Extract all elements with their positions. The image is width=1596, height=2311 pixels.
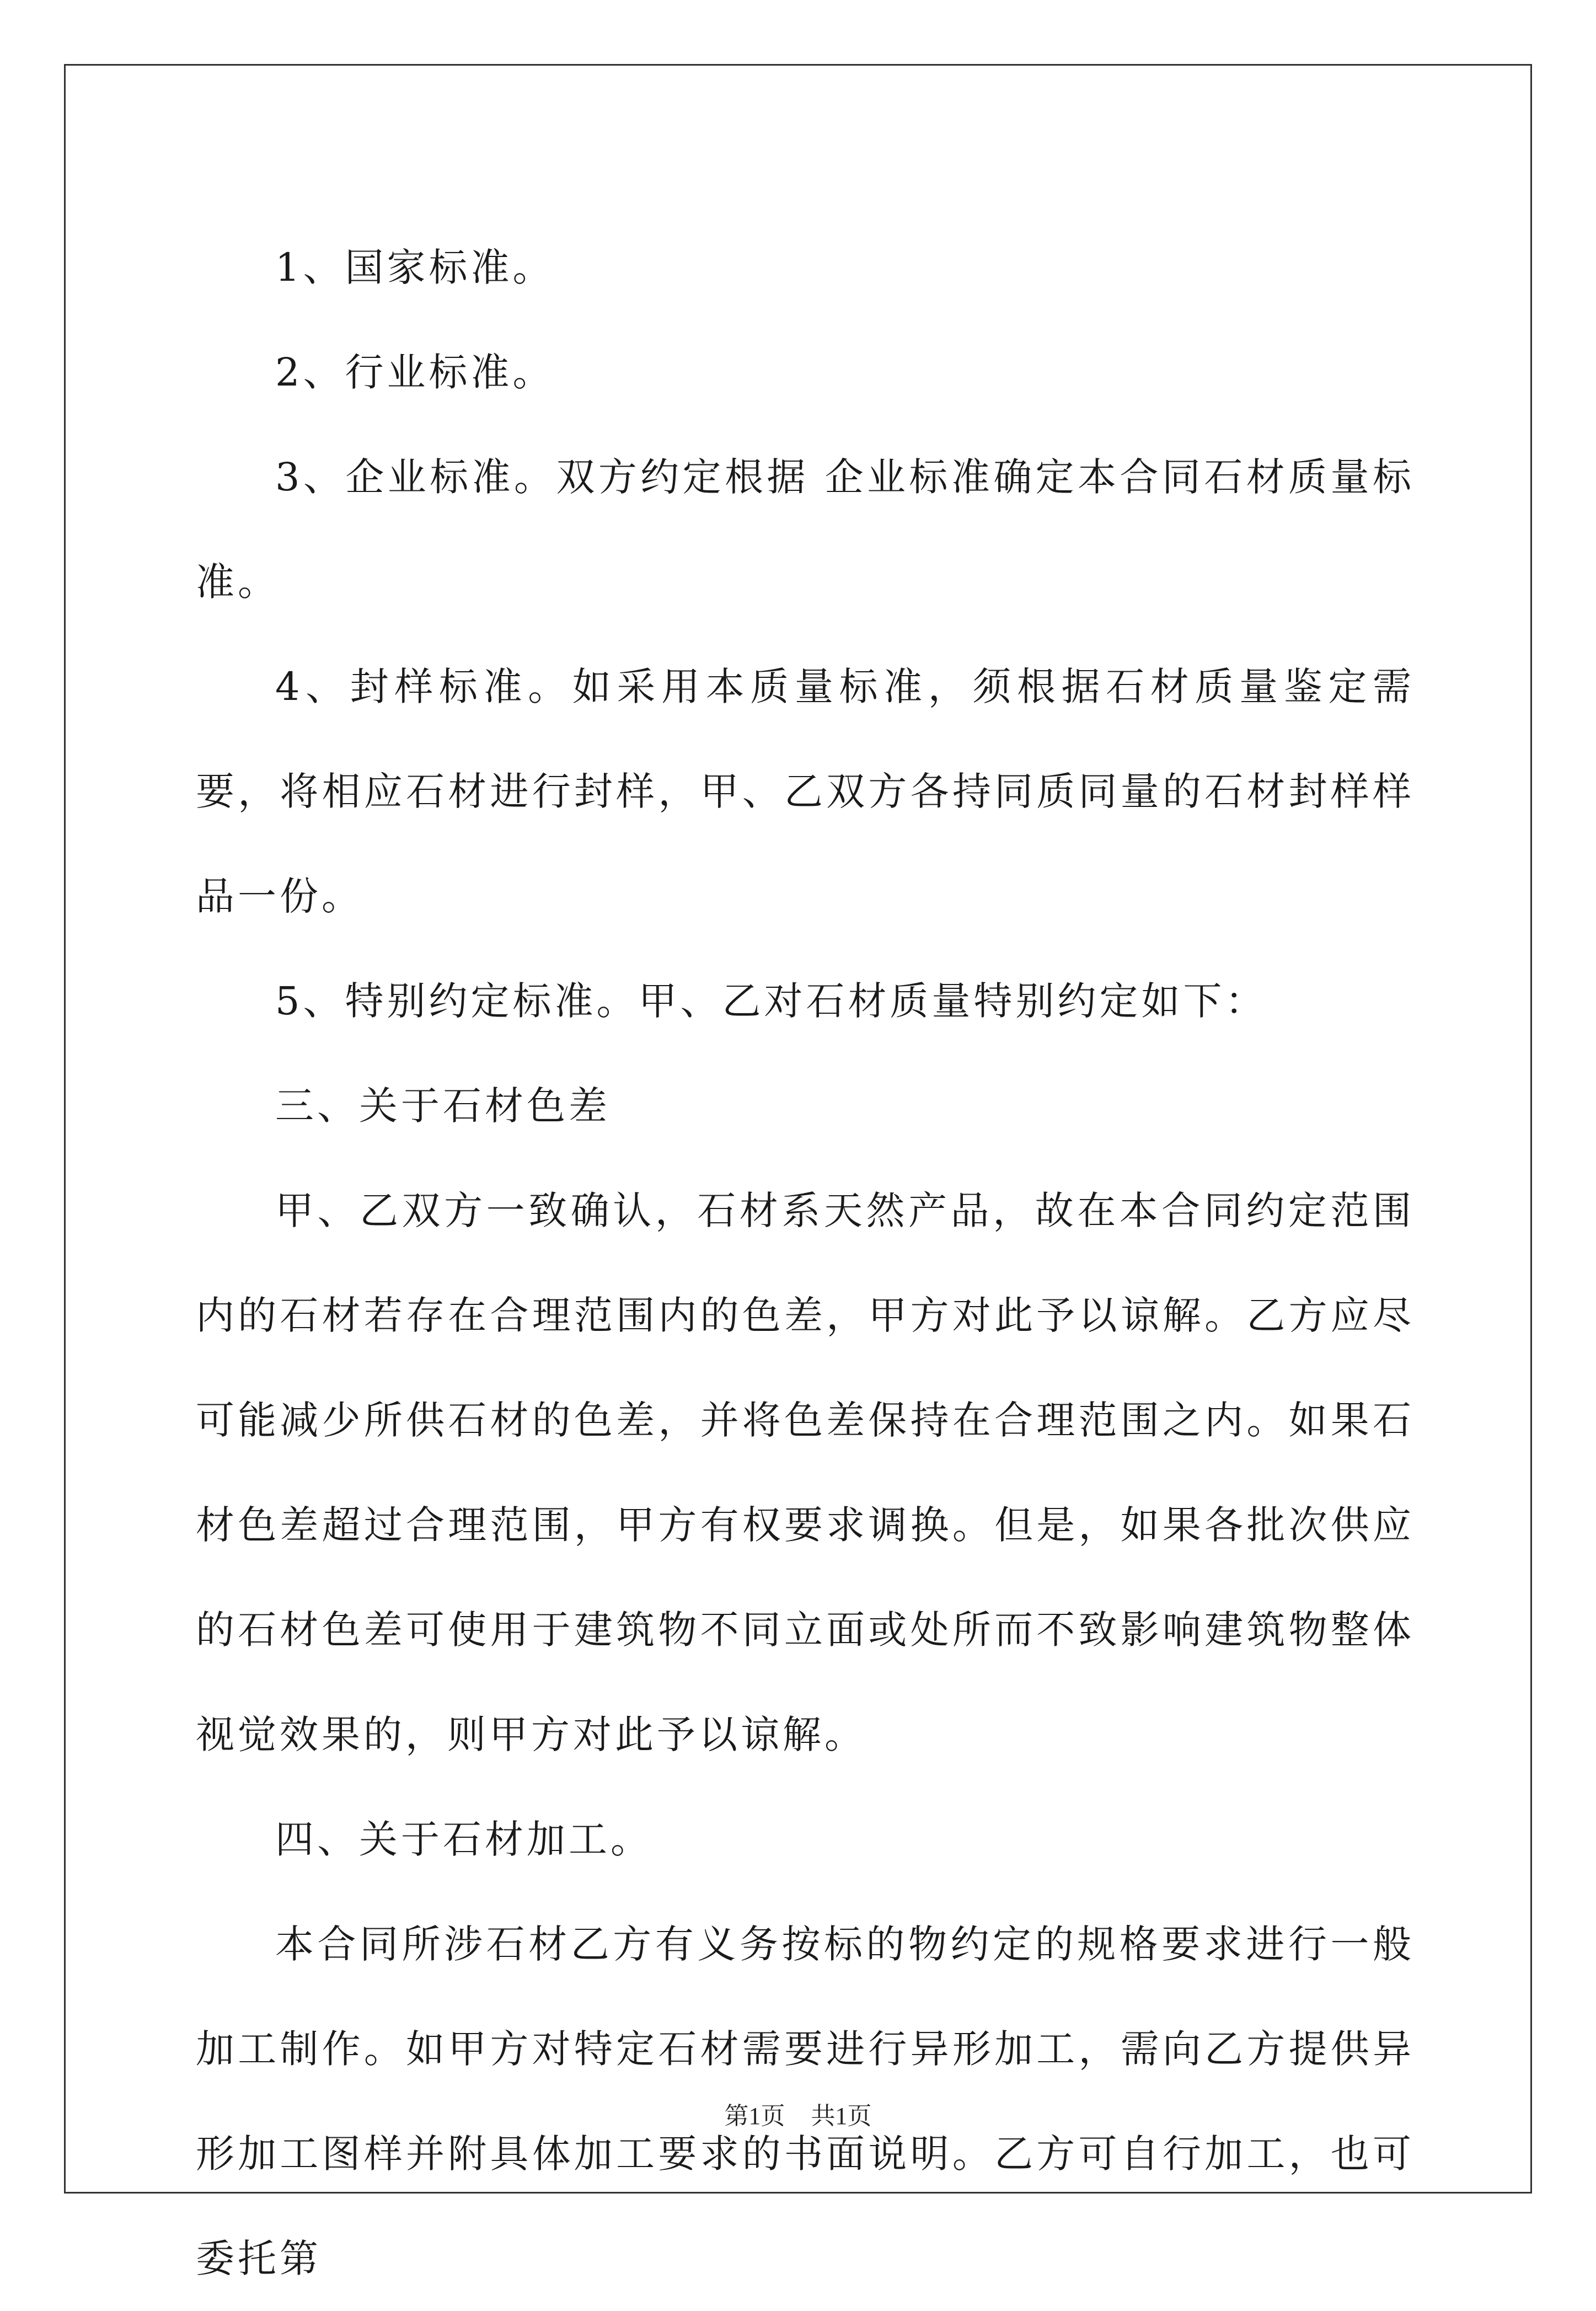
paragraph-industry-standard: 2、行业标准。 xyxy=(275,350,555,395)
paragraph-national-standard: 1、国家标准。 xyxy=(275,245,555,290)
paragraph-sealed-sample-standard: 4、封样标准。如采用本质量标准，须根据石材质量鉴定需要，将相应石材进行封样，甲、乙双方各持同质同量的石材封样样品一份。 xyxy=(196,664,1415,919)
section-heading-processing: 四、关于石材加工。 xyxy=(275,1817,652,1862)
paragraph-special-standard: 5、特别约定标准。甲、乙对石材质量特别约定如下： xyxy=(275,978,1267,1024)
paragraph-processing: 本合同所涉石材乙方有义务按标的物约定的规格要求进行一般加工制作。如甲方对特定石材需要进行异形加工，需向乙方提供异形加工图样并附具体加工要求的书面说明。乙方可自行加工，也可委托第 xyxy=(196,1922,1415,2281)
page-number-current: 第1页 xyxy=(724,2103,785,2130)
paragraph-enterprise-standard: 3、企业标准。双方约定根据 企业标准确定本合同石材质量标准。 xyxy=(196,454,1415,605)
section-heading-color-difference: 三、关于石材色差 xyxy=(275,1083,610,1128)
page-number-total: 共1页 xyxy=(811,2103,872,2130)
page-footer xyxy=(0,2096,1596,2131)
paragraph-color-difference: 甲、乙双方一致确认，石材系天然产品，故在本合同约定范围内的石材若存在合理范围内的色差，甲方对此予以谅解。乙方应尽可能减少所供石材的色差，并将色差保持在合理范围之内。如果石材色差超过合理范围，甲方有权要求调换。但是，如果各批次供应的石材色差可使用于建筑物不同立面或处所而不致影响建筑物整体视觉效果的，则甲方对此予以谅解。 xyxy=(196,1188,1415,1757)
document-body xyxy=(196,215,1415,2311)
